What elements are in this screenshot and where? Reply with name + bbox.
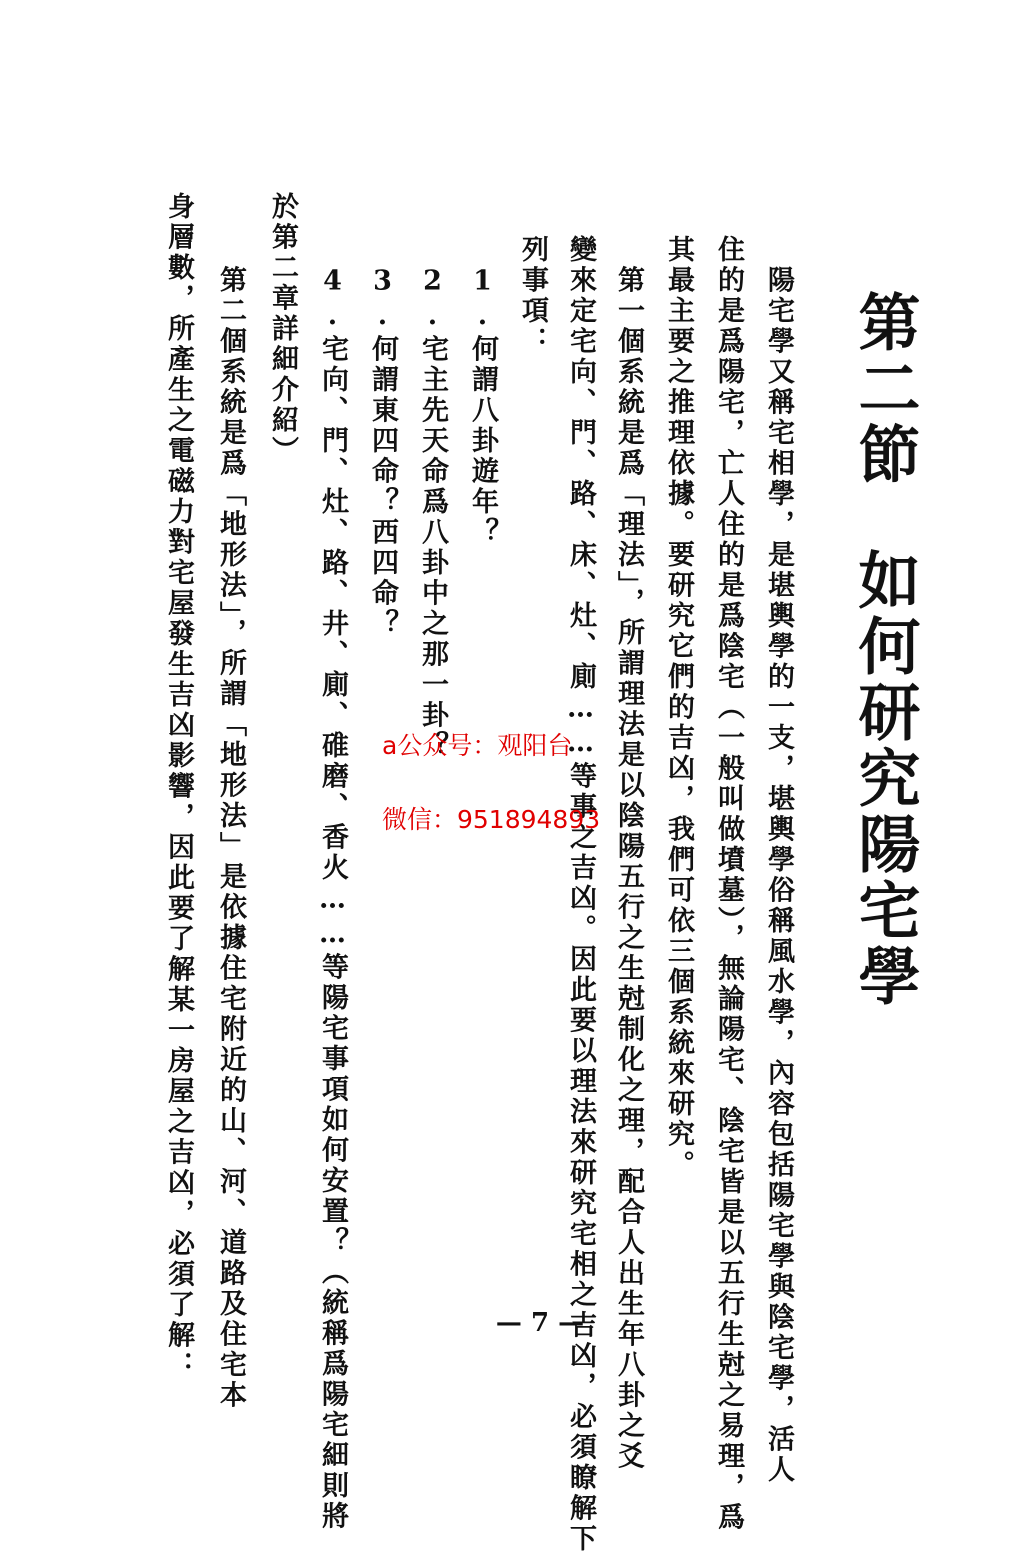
text-column-1: 陽宅學又稱宅相學，是堪輿學的一支，堪輿學俗稱風水學，內容包括陽宅學與陰宅學，活人 [763, 235, 794, 1486]
text-column-11: 於第二章詳細介紹） [267, 192, 298, 467]
section-number: 第二節 [848, 290, 921, 488]
text-column-4: 第一個系統是爲「理法」，所謂理法是以陰陽五行之生尅制化之理，配合人出生年八卦之爻 [613, 235, 644, 1472]
list-item-4: 4.宅向、門、灶、路、井、廁、碓磨、香火……等陽宅事項如何安置？（統稱爲陽宅細則將 [317, 235, 348, 1532]
section-heading: 如何研究陽宅學 [848, 548, 921, 1010]
list-item-1: 1.何謂八卦遊年？ [467, 235, 498, 548]
text-column-3: 其最主要之推理依據。要研究它們的吉凶，我們可依三個系統來研究。 [663, 235, 694, 1181]
title-spacer [853, 488, 915, 548]
list-item-3: 3.何謂東四命？西四命？ [367, 235, 398, 640]
text-column-5: 變來定宅向、門、路、床、灶、廁……等事之吉凶。因此要以理法來研究宅相之吉凶，必須瞭解下 [565, 235, 596, 1555]
watermark-line-1: a公众号：观阳台 [382, 731, 573, 760]
text-column-2: 住的是爲陽宅，亡人住的是爲陰宅（一般叫做墳墓），無論陽宅、陰宅皆是以五行生尅之易理，爲 [713, 235, 744, 1533]
page-number: — 7 — [495, 1308, 585, 1338]
text-column-6: 列事項： [517, 235, 548, 357]
list-item-2: 2.宅主先天命爲八卦中之那一卦？ [417, 235, 448, 762]
text-column-13: 身層數，所產生之電磁力對宅屋發生吉凶影響，因此要了解某一房屋之吉凶，必須了解： [163, 192, 194, 1382]
watermark-line-2: 微信：951894893 [382, 805, 601, 834]
text-column-12: 第二個系統是爲「地形法」，所謂「地形法」是依據住宅附近的山、河、道路及住宅本 [215, 235, 246, 1411]
section-title [848, 290, 921, 1010]
